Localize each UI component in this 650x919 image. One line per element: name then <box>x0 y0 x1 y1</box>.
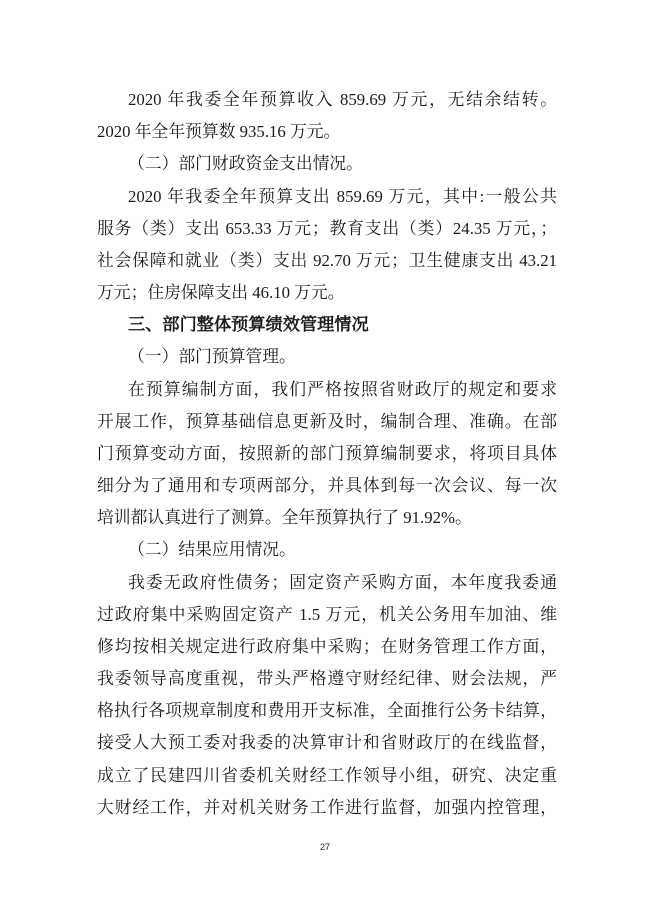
subsection-heading-results <box>97 534 557 566</box>
text-line: 万元；住房保障支出 46.10 万元。 <box>97 283 345 303</box>
subsection-heading: （二）部门财政资金支出情况。 <box>128 154 363 174</box>
paragraph-results <box>97 567 557 824</box>
text-line: 修均按相关规定进行政府集中采购；在财务管理工作方面， <box>97 636 557 656</box>
text-line: 接受人大预工委对我委的决算审计和省财政厅的在线监督， <box>97 733 557 753</box>
text-line: 2020 年我委全年预算收入 859.69 万元，无结余结转。 <box>128 90 557 109</box>
section-heading-performance <box>97 309 557 341</box>
text-line: 大财经工作，并对机关财务工作进行监督，加强内控管理， <box>97 797 557 817</box>
subsection-heading-budget-management <box>97 341 557 373</box>
subsection-heading: （一）部门预算管理。 <box>128 347 296 367</box>
text-line: 过政府集中采购固定资产 1.5 万元，机关公务用车加油、维 <box>97 604 557 624</box>
text-line: 格执行各项规章制度和费用开支标准，全面推行公务卡结算， <box>97 701 557 721</box>
page-number: 27 <box>319 842 330 852</box>
text-line: 成立了民建四川省委机关财经工作领导小组，研究、决定重 <box>97 765 557 785</box>
text-line: 2020 年全年预算数 935.16 万元。 <box>97 122 341 142</box>
text-line: 开展工作，预算基础信息更新及时，编制合理、准确。在部 <box>97 411 557 431</box>
text-line: 在预算编制方面，我们严格按照省财政厅的规定和要求 <box>128 379 557 399</box>
text-line: 服务（类）支出 653.33 万元；教育支出（类）24.35 万元，； <box>97 218 557 238</box>
document-body <box>97 84 557 824</box>
paragraph-budget-management <box>97 374 557 535</box>
subsection-heading-expenditure <box>97 148 557 180</box>
text-line: 培训都认真进行了测算。全年预算执行了 91.92%。 <box>97 508 472 528</box>
text-line: 细分为了通用和专项两部分，并具体到每一次会议、每一次 <box>97 476 557 496</box>
section-heading: 三、部门整体预算绩效管理情况 <box>128 315 369 336</box>
text-line: 我委无政府性债务；固定资产采购方面，本年度我委通 <box>128 572 557 592</box>
subsection-heading: （二）结果应用情况。 <box>128 540 296 560</box>
paragraph-budget-expenditure <box>97 181 557 310</box>
paragraph-budget-income <box>97 84 557 148</box>
text-line: 社会保障和就业（类）支出 92.70 万元；卫生健康支出 43.21 <box>97 250 557 270</box>
text-line: 门预算变动方面，按照新的部门预算编制要求，将项目具体 <box>97 443 557 463</box>
text-line: 2020 年我委全年预算支出 859.69 万元，其中:一般公共 <box>128 186 557 206</box>
text-line: 我委领导高度重视，带头严格遵守财经纪律、财会法规，严 <box>97 669 557 689</box>
